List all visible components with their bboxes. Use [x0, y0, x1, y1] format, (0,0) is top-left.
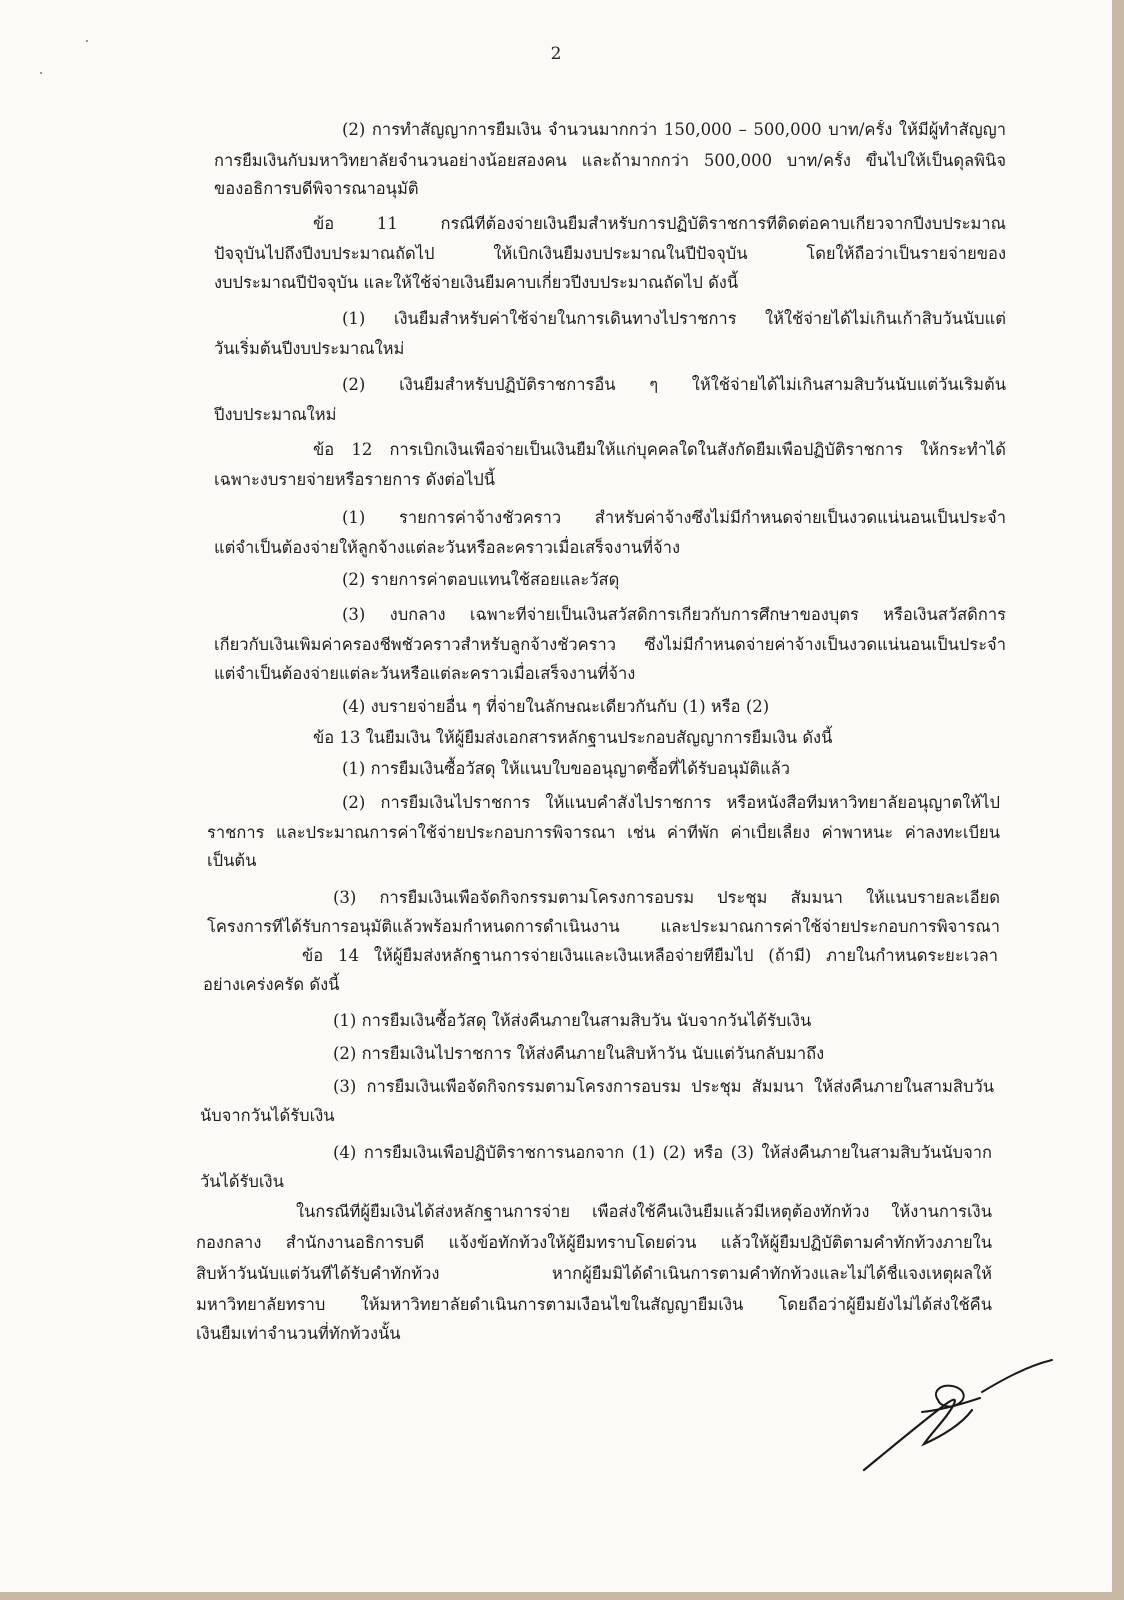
scan-speck	[40, 72, 42, 74]
text-line: วันได้รับเงิน	[200, 1172, 284, 1191]
text-line: งบประมาณปีปัจจุบัน และให้ใช้จ่ายเงินยืมคาบเกี่ยวปีงบประมาณถัดไป ดังนี้	[214, 273, 739, 292]
text-line: ปัจจุบันไปถึงปีงบประมาณถัดไป ให้เบิกเงินยืมงบประมาณในปีปัจจุบัน โดยให้ถือว่าเป็นรายจ่ายของ	[214, 244, 1006, 263]
text-line: ปีงบประมาณใหม่	[214, 405, 337, 424]
text-line: (4) งบรายจ่ายอื่น ๆ ที่จ่ายในลักษณะเดียวกันกับ (1) หรือ (2)	[342, 697, 770, 716]
handwritten-signature	[862, 1352, 1062, 1482]
text-line: เกี่ยวกับเงินเพิ่มค่าครองชีพชั่วคราวสำหรับลูกจ้างชั่วคราว ซึ่งไม่มีกำหนดจ่ายค่าจ้างเป็นงวดแน่นอนเป็นประจำ	[214, 635, 1006, 654]
text-line: แต่จำเป็นต้องจ่ายแต่ละวันหรือแต่ละคราวเมื่อเสร็จงานที่จ้าง	[214, 664, 636, 683]
text-line: (3) การยืมเงินเพื่อจัดกิจกรรมตามโครงการอบรม ประชุม สัมมนา ให้แนบรายละเอียด	[333, 888, 1000, 907]
text-line: (1) รายการค่าจ้างชั่วคราว สำหรับค่าจ้างซึ่งไม่มีกำหนดจ่ายเป็นงวดแน่นอนเป็นประจำ	[342, 508, 1006, 527]
text-line: นับจากวันได้รับเงิน	[200, 1106, 335, 1125]
text-line: แต่จำเป็นต้องจ่ายให้ลูกจ้างแต่ละวันหรือละคราวเมื่อเสร็จงานที่จ้าง	[214, 538, 681, 557]
text-line: (1) เงินยืมสำหรับค่าใช้จ่ายในการเดินทางไปราชการ ให้ใช้จ่ายได้ไม่เกินเก้าสิบวันนับแต่	[342, 309, 1006, 328]
text-line: เฉพาะงบรายจ่ายหรือรายการ ดังต่อไปนี้	[214, 470, 496, 489]
text-line: (1) การยืมเงินซื้อวัสดุ ให้แนบใบขออนุญาตซื้อที่ได้รับอนุมัติแล้ว	[342, 759, 791, 778]
text-line: (4) การยืมเงินเพื่อปฏิบัติราชการนอกจาก (1) (2) หรือ (3) ให้ส่งคืนภายในสามสิบวันนับจาก	[333, 1143, 992, 1162]
text-line: ข้อ 13 ในยืมเงิน ให้ผู้ยืมส่งเอกสารหลักฐานประกอบสัญญาการยืมเงิน ดังนี้	[313, 728, 833, 747]
text-line: วันเริ่มต้นปีงบประมาณใหม่	[214, 339, 405, 358]
text-line: (1) การยืมเงินซื้อวัสดุ ให้ส่งคืนภายในสามสิบวัน นับจากวันได้รับเงิน	[333, 1011, 812, 1030]
text-line: เป็นต้น	[207, 851, 257, 870]
text-line: (3) การยืมเงินเพื่อจัดกิจกรรมตามโครงการอบรม ประชุม สัมมนา ให้ส่งคืนภายในสามสิบวัน	[333, 1077, 994, 1096]
text-line: (2) เงินยืมสำหรับปฏิบัติราชการอื่น ๆ ให้ใช้จ่ายได้ไม่เกินสามสิบวันนับแต่วันเริ่มต้น	[342, 375, 1006, 394]
text-line: เงินยืมเท่าจำนวนที่ทักท้วงนั้น	[196, 1324, 401, 1343]
text-line: กองกลาง สำนักงานอธิการบดี แจ้งข้อทักท้วงให้ผู้ยืมทราบโดยด่วน แล้วให้ผู้ยืมปฏิบัติตามคำทักท้วงภายใน	[196, 1233, 992, 1252]
text-line: ข้อ 11 กรณีที่ต้องจ่ายเงินยืมสำหรับการปฏิบัติราชการที่ติดต่อคาบเกี่ยวจากปีงบประมาณ	[313, 214, 1006, 233]
text-line: (2) การทำสัญญาการยืมเงิน จำนวนมากกว่า 150,000 – 500,000 บาท/ครั้ง ให้มีผู้ทำสัญญา	[342, 120, 1006, 139]
text-line: การยืมเงินกับมหาวิทยาลัยจำนวนอย่างน้อยสองคน และถ้ามากกว่า 500,000 บาท/ครั้ง ขึ้นไปให้เป็นดุลพินิจ	[214, 151, 1006, 170]
text-line: (3) งบกลาง เฉพาะที่จ่ายเป็นเงินสวัสดิการเกี่ยวกับการศึกษาของบุตร หรือเงินสวัสดิการ	[342, 605, 1006, 624]
text-line: ของอธิการบดีพิจารณาอนุมัติ	[214, 179, 419, 198]
scan-speck	[86, 40, 88, 42]
text-line: ในกรณีที่ผู้ยืมเงินได้ส่งหลักฐานการจ่าย เพื่อส่งใช้คืนเงินยืมแล้วมีเหตุต้องทักท้วง ให้งานการเงิน	[296, 1202, 992, 1221]
text-line: (2) การยืมเงินไปราชการ ให้แนบคำสั่งไปราชการ หรือหนังสือที่มหาวิทยาลัยอนุญาตให้ไป	[342, 793, 1000, 812]
text-line: (2) การยืมเงินไปราชการ ให้ส่งคืนภายในสิบห้าวัน นับแต่วันกลับมาถึง	[333, 1044, 825, 1063]
text-line: มหาวิทยาลัยทราบ ให้มหาวิทยาลัยดำเนินการตามเงื่อนไขในสัญญายืมเงิน โดยถือว่าผู้ยืมยังไม่ได้ส่งใช้คืน	[196, 1295, 992, 1314]
text-line: โครงการที่ได้รับการอนุมัติแล้วพร้อมกำหนดการดำเนินงาน และประมาณการค่าใช้จ่ายประกอบการพิจารณา	[207, 917, 1000, 936]
text-line: ข้อ 14 ให้ผู้ยืมส่งหลักฐานการจ่ายเงินและเงินเหลือจ่ายที่ยืมไป (ถ้ามี) ภายในกำหนดระยะเวลา	[302, 946, 998, 965]
text-line: ราชการ และประมาณการค่าใช้จ่ายประกอบการพิจารณา เช่น ค่าที่พัก ค่าเบี้ยเลี้ยง ค่าพาหนะ ค่าลงทะเบียน	[207, 823, 1000, 842]
text-line: สิบห้าวันนับแต่วันที่ได้รับคำทักท้วง หากผู้ยืมมิได้ดำเนินการตามคำทักท้วงและไม่ได้ชี้แจงเหตุผลให้	[196, 1264, 992, 1283]
text-line: ข้อ 12 การเบิกเงินเพื่อจ่ายเป็นเงินยืมให้แก่บุคคลใดในสังกัดยืมเพื่อปฏิบัติราชการ ให้กระทำได้	[313, 440, 1006, 459]
text-line: (2) รายการค่าตอบแทนใช้สอยและวัสดุ	[342, 570, 620, 589]
text-line: อย่างเคร่งครัด ดังนี้	[203, 975, 340, 994]
page-number: 2	[550, 44, 562, 64]
